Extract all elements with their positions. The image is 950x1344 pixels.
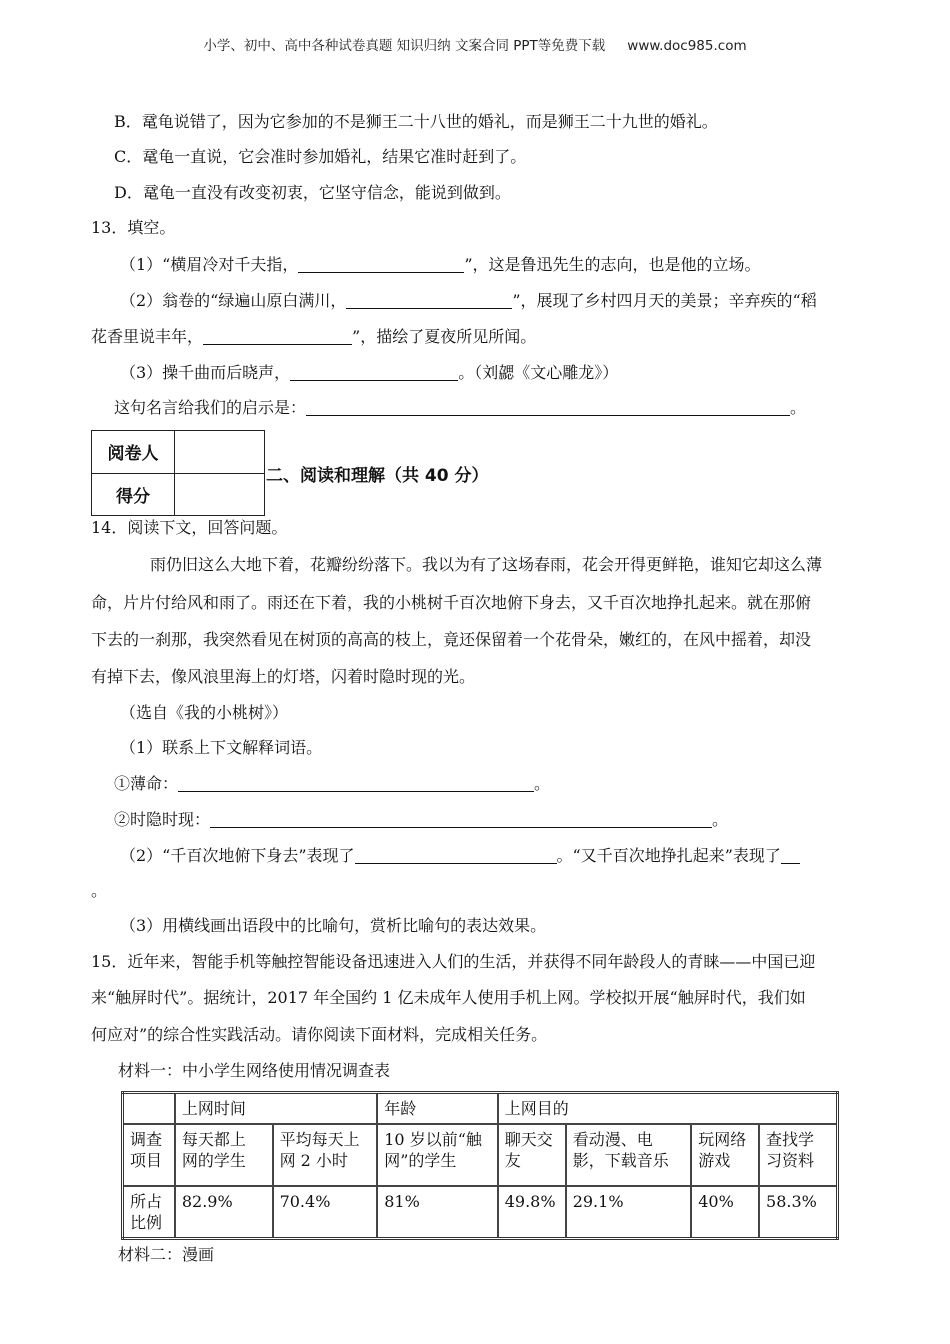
score-label: 得分 [92,473,175,516]
q13-p4-blank[interactable] [306,399,790,416]
q14-sub1-b-label: ②时隐时现： [114,810,211,829]
ratio-cell: 82.9% [175,1186,273,1239]
group-online-time: 上网时间 [175,1093,377,1125]
row-head-ratio: 所占 比例 [123,1186,175,1239]
q13-p3-text-a: （3）操千曲而后晓声， [120,363,291,382]
reviewer-cell[interactable] [175,431,265,474]
q13-p3-text-b: 。（刘勰《文心雕龙》） [458,363,619,382]
option-d: D．鼋龟一直没有改变初衷，它坚守信念，能说到做到。 [114,183,511,202]
passage-line-4: 有掉下去，像风浪里海上的灯塔，闪着时隐时现的光。 [91,667,476,686]
q13-p2-blank-1[interactable] [346,292,512,309]
table-ratio-row [123,1186,838,1239]
score-box [91,430,265,516]
q13-title: 13．填空。 [91,218,176,237]
table-items-row [123,1124,838,1186]
ratio-cell: 58.3% [759,1186,837,1239]
q14-sub1: （1）联系上下文解释词语。 [120,738,323,757]
material-2-title: 材料二：漫画 [118,1245,215,1264]
q13-part2-line2 [91,326,536,348]
q14-sub1-a [114,773,550,795]
ratio-cell: 49.8% [498,1186,566,1239]
q13-p3-blank[interactable] [290,364,458,381]
q13-p1-text-b: ”，这是鲁迅先生的志向，也是他的立场。 [464,255,761,274]
q15-line-3: 何应对”的综合性实践活动。请你阅读下面材料，完成相关任务。 [91,1025,548,1044]
q14-sub2 [120,845,800,867]
passage-line-1: 雨仍旧这么大地下着，花瓣纷纷落下。我以为有了这场春雨，花会开得更鲜艳，谁知它却这么薄 [150,555,823,574]
q13-p1-blank[interactable] [298,256,464,273]
page-header [0,34,950,54]
ratio-cell: 29.1% [566,1186,692,1239]
q13-p2-blank-2[interactable] [203,328,352,345]
section-2-title: 二、阅读和理解（共 40 分） [266,466,489,486]
q13-part1 [120,254,761,276]
q14-sub1-a-label: ①薄命： [114,774,179,793]
q14-sub2-blank-1[interactable] [355,847,557,864]
q14-sub2-blank-2[interactable] [781,847,800,864]
q14-sub2-end: 。 [91,881,108,900]
header-text: 小学、初中、高中各种试卷真题 知识归纳 文案合同 PPT等免费下载 [203,38,606,54]
q13-p1-text-a: （1）“横眉冷对千夫指， [120,255,299,274]
q15-line-2: 来“触屏时代”。据统计，2017 年全国约 1 亿未成年人使用手机上网。学校拟开展“触屏时代，我们如 [91,988,806,1007]
group-age: 年龄 [377,1093,497,1125]
item-cell: 聊天交 友 [498,1124,566,1186]
q13-p2-text-d: ”，描绘了夏夜所见所闻。 [352,327,537,346]
q13-p2-text-a: （2）翁卷的“绿遍山原白满川， [120,291,347,310]
ratio-cell: 40% [691,1186,759,1239]
q13-part3 [120,362,618,384]
material-1-title: 材料一：中小学生网络使用情况调查表 [118,1061,391,1080]
item-cell: 平均每天上 网 2 小时 [273,1124,378,1186]
passage-source: （选自《我的小桃树》） [120,703,289,722]
q13-p4-text-a: 这句名言给我们的启示是： [114,398,307,417]
q15-line-1: 15．近年来，智能手机等触控智能设备迅速进入人们的生活，并获得不同年龄段人的青睐——中国已迎 [91,952,816,971]
q14-sub2-text-a: （2）“千百次地俯下身去”表现了 [120,846,355,865]
item-cell: 每天都上 网的学生 [175,1124,273,1186]
row-head-items: 调查 项目 [123,1124,175,1186]
q14-sub2-text-b: 。“又千百次地挣扎起来”表现了 [556,846,781,865]
table-corner [123,1093,175,1125]
item-cell: 玩网络 游戏 [691,1124,759,1186]
q13-p2-text-b: ”，展现了乡村四月天的美景；辛弃疾的“稻 [512,291,817,310]
table-group-row [123,1093,838,1125]
q13-p2-text-c: 花香里说丰年， [91,327,204,346]
q13-part2-line1 [120,290,817,312]
q13-p4-text-b: 。 [790,398,807,417]
q14-sub1-a-blank[interactable] [178,775,534,792]
q14-sub1-b [114,809,728,831]
option-b: B．鼋龟说错了，因为它参加的不是狮王二十八世的婚礼，而是狮王二十九世的婚礼。 [114,112,718,131]
item-cell: 10 岁以前“触 网”的学生 [377,1124,497,1186]
score-cell[interactable] [175,473,265,516]
q14-title: 14．阅读下文，回答问题。 [91,518,288,537]
q14-sub1-b-end: 。 [712,810,729,829]
q13-part4 [114,397,806,419]
passage-line-2: 命，片片付给风和雨了。雨还在下着，我的小桃树千百次地俯下身去，又千百次地挣扎起来。就在那俯 [91,593,812,612]
header-site-url[interactable]: www.doc985.com [627,38,747,54]
option-c: C．鼋龟一直说，它会准时参加婚礼，结果它准时赶到了。 [114,147,527,166]
q14-sub1-a-end: 。 [534,774,551,793]
ratio-cell: 81% [377,1186,497,1239]
item-cell: 看动漫、电 影，下载音乐 [566,1124,692,1186]
q14-sub1-b-blank[interactable] [210,811,712,828]
reviewer-label: 阅卷人 [92,431,175,474]
group-purpose: 上网目的 [498,1093,838,1125]
survey-table [121,1091,839,1240]
passage-line-3: 下去的一刹那，我突然看见在树顶的高高的枝上，竟还保留着一个花骨朵，嫩红的，在风中摇着，却没 [91,630,812,649]
ratio-cell: 70.4% [273,1186,378,1239]
item-cell: 查找学 习资料 [759,1124,837,1186]
q14-sub3: （3）用横线画出语段中的比喻句，赏析比喻句的表达效果。 [120,916,547,935]
